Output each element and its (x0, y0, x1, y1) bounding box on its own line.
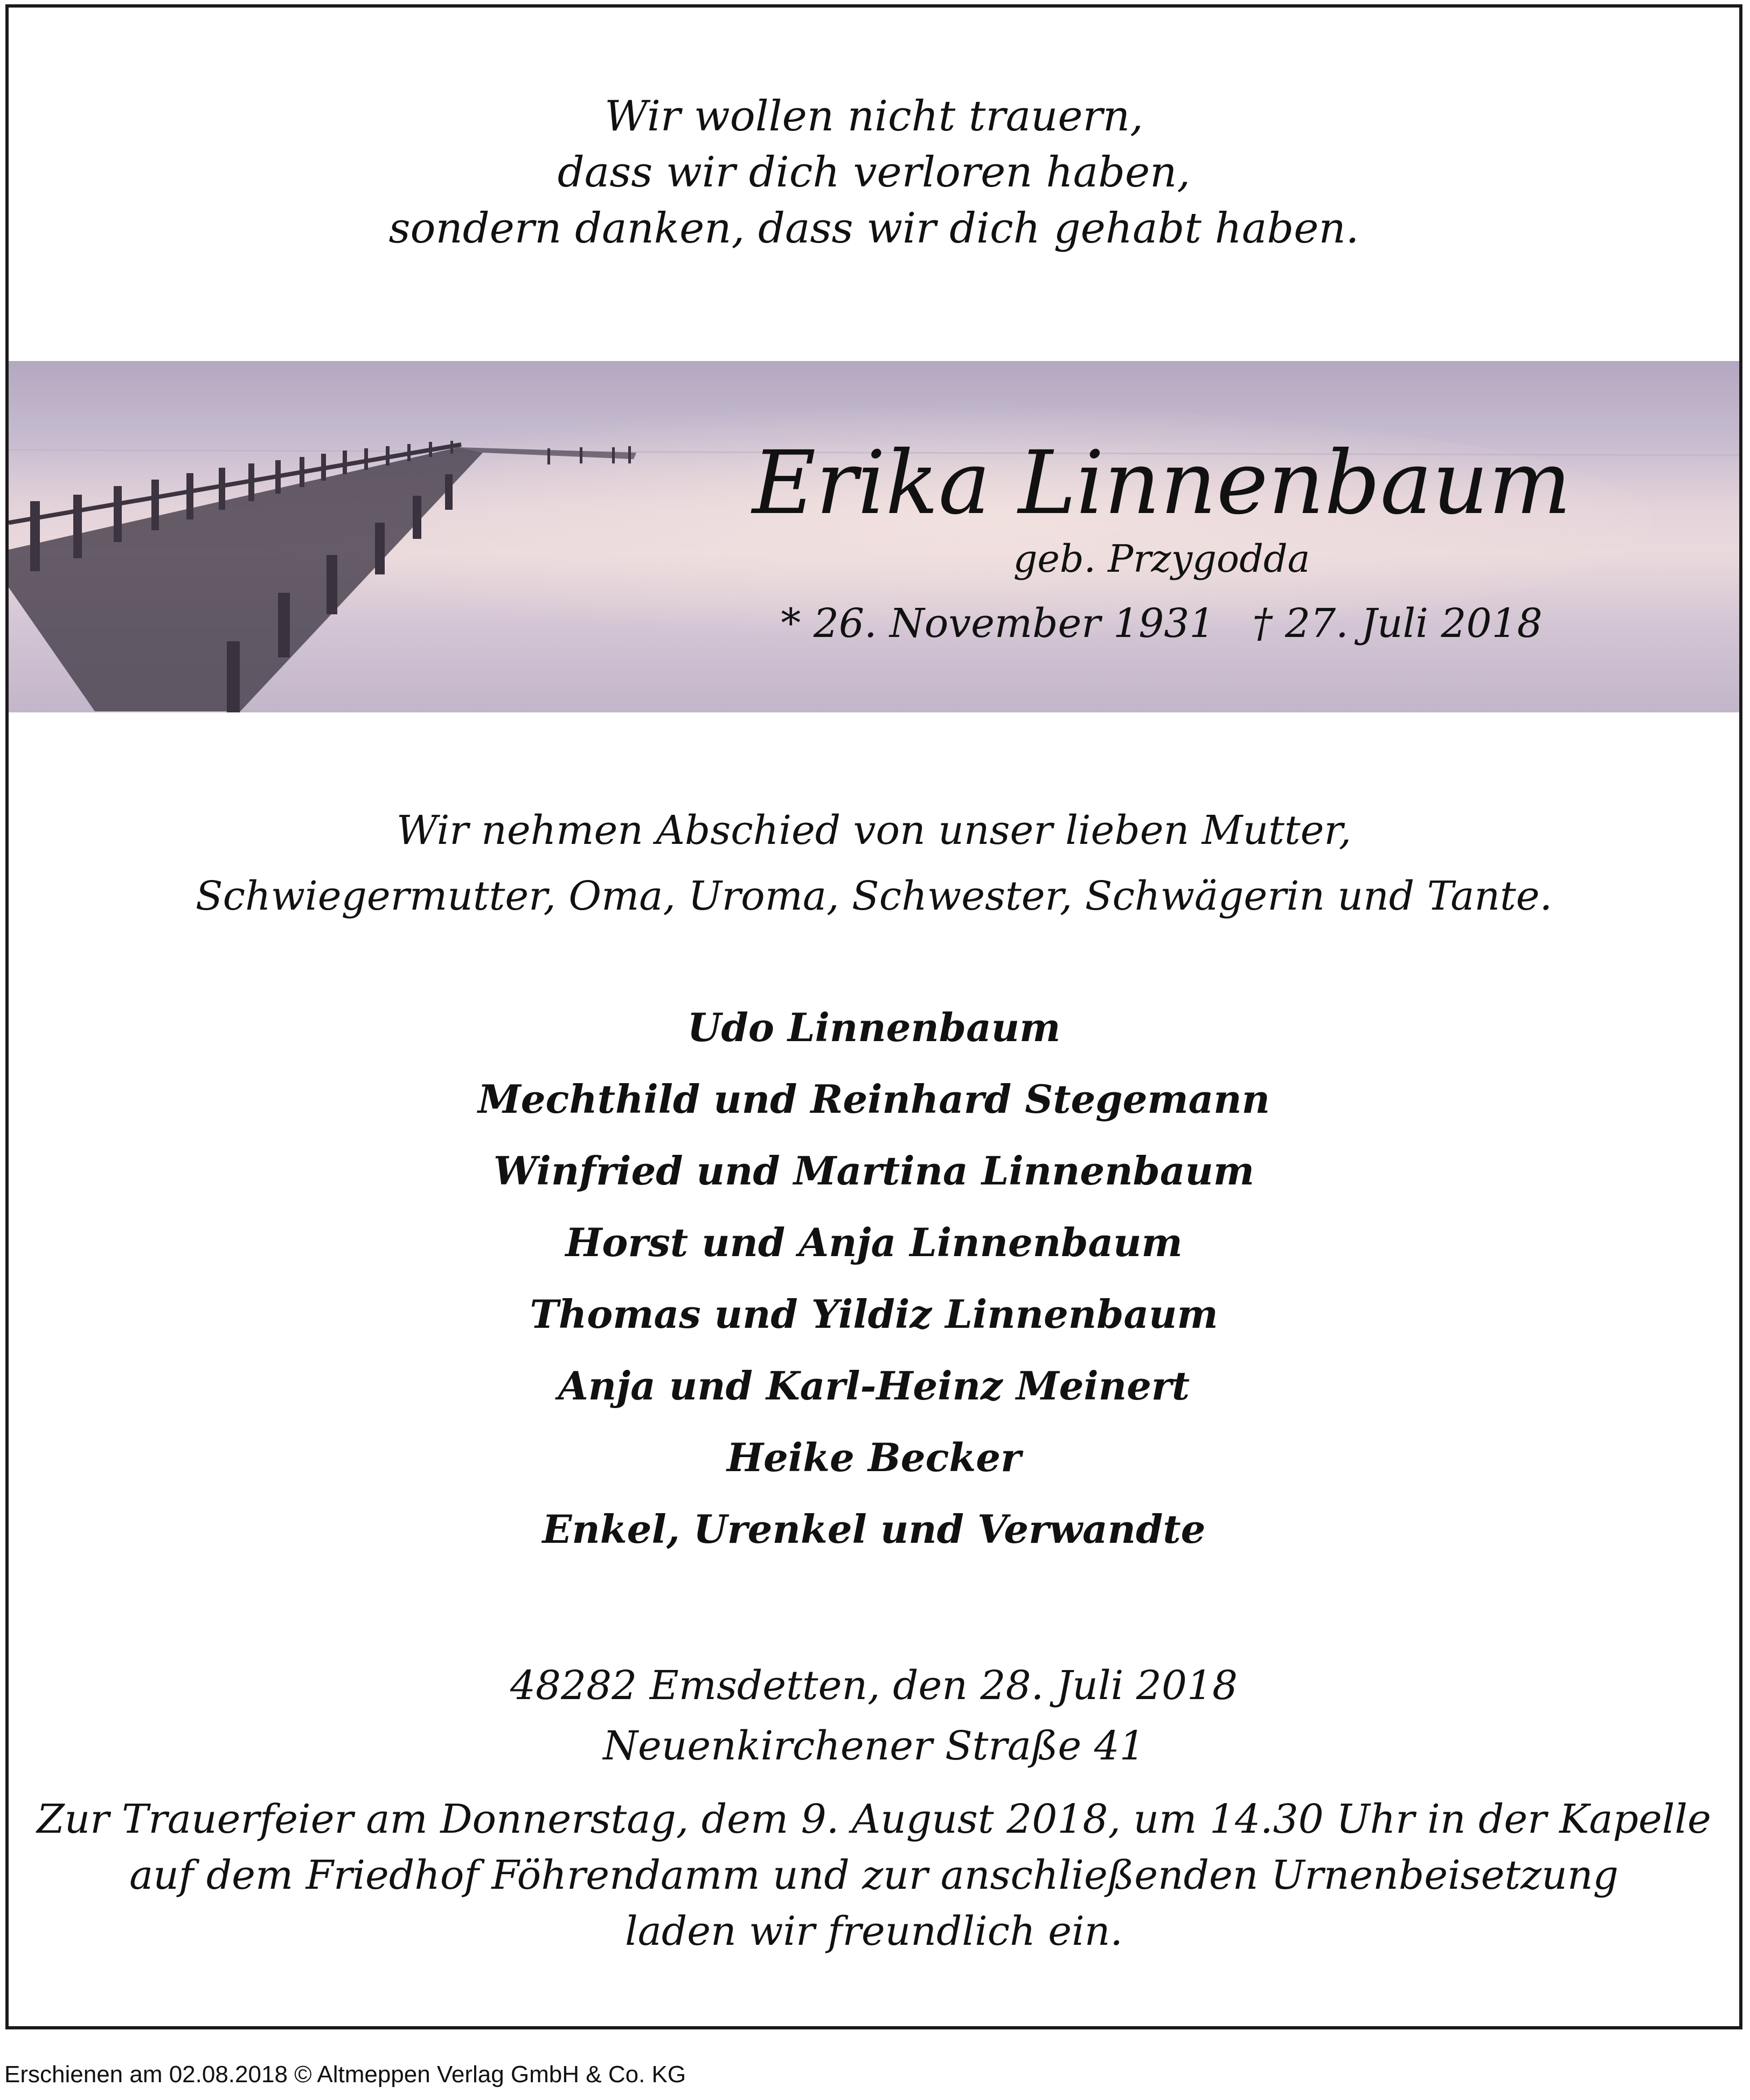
publication-footer: Erschienen am 02.08.2018 © Altmeppen Verlag GmbH & Co. KG (4, 2061, 686, 2088)
farewell-text (9, 798, 1739, 929)
family-address (9, 1655, 1739, 1776)
service-line-1: Zur Trauerfeier am Donnerstag, dem 9. August 2018, um 14.30 Uhr in der Kapelle (37, 1796, 1711, 1842)
deceased-name: Erika Linnenbaum (752, 433, 1572, 534)
service-line-2: auf dem Friedhof Föhrendamm und zur anschließenden Urnenbeisetzung (129, 1852, 1619, 1898)
obituary-notice (5, 4, 1742, 2029)
mourners-list (9, 992, 1739, 1565)
death-date: † 27. Juli 2018 (1252, 600, 1543, 647)
mourner-name: Horst und Anja Linnenbaum (565, 1219, 1183, 1265)
mourner-name: Thomas und Yildiz Linnenbaum (530, 1291, 1218, 1337)
farewell-line-2: Schwiegermutter, Oma, Uroma, Schwester, Schwägerin und Tante. (195, 873, 1553, 919)
farewell-line-1: Wir nehmen Abschied von unser lieben Mutter, (396, 807, 1352, 854)
maiden-name: geb. Przygodda (1013, 537, 1310, 581)
birth-date: * 26. November 1931 (781, 600, 1215, 647)
mourner-name: Enkel, Urenkel und Verwandte (542, 1506, 1206, 1552)
mourner-name: Mechthild und Reinhard Stegemann (478, 1076, 1270, 1122)
street-address: Neuenkirchener Straße 41 (603, 1723, 1145, 1769)
mourner-name: Heike Becker (726, 1434, 1022, 1480)
funeral-service-info (9, 1791, 1739, 1959)
verse-line-1: Wir wollen nicht trauern, (605, 92, 1143, 141)
verse-line-2: dass wir dich verloren haben, (557, 148, 1191, 197)
place-and-date: 48282 Emsdetten, den 28. Juli 2018 (510, 1662, 1238, 1709)
life-dates (752, 598, 1571, 649)
service-line-3: laden wir freundlich ein. (625, 1908, 1123, 1955)
memorial-verse (9, 88, 1739, 257)
mourner-name: Udo Linnenbaum (687, 1004, 1061, 1050)
mourner-name: Anja und Karl-Heinz Meinert (558, 1363, 1190, 1409)
verse-line-3: sondern danken, dass wir dich gehabt haben. (388, 204, 1359, 253)
header-banner (9, 361, 1739, 712)
mourner-name: Winfried und Martina Linnenbaum (493, 1148, 1255, 1194)
